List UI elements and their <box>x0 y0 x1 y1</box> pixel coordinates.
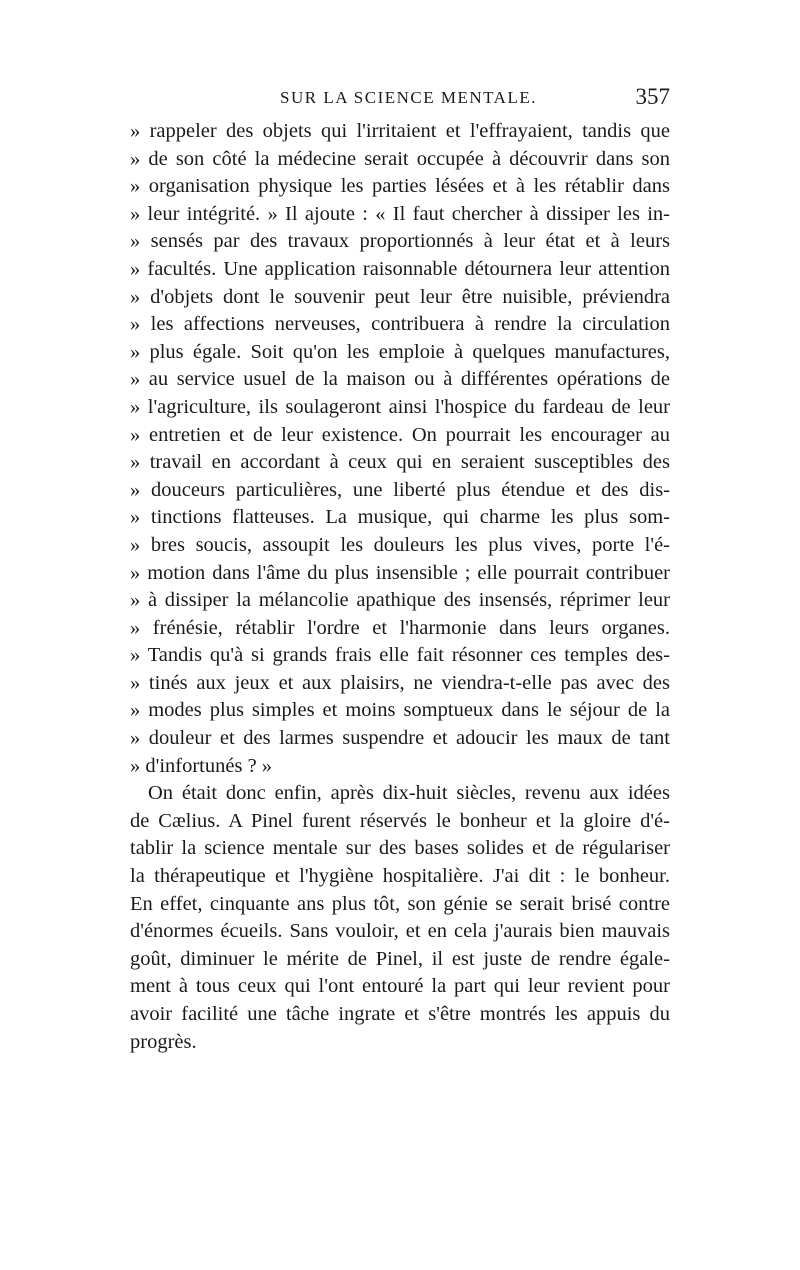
page-header <box>130 84 670 118</box>
text-line: » motion dans l'âme du plus insensible ; elle pourrait contribuer <box>130 561 670 584</box>
text-line: On était donc enfin, après dix-huit siècles, revenu aux idées <box>148 782 670 805</box>
text-line: » d'objets dont le souvenir peut leur être nuisible, préviendra <box>130 285 670 308</box>
text-line: la thérapeutique et l'hygiène hospitalière. J'ai dit : le bonheur. <box>130 865 670 888</box>
text-line: » sensés par des travaux proportionnés à leur état et à leurs <box>130 230 670 253</box>
text-line: » travail en accordant à ceux qui en seraient susceptibles des <box>130 451 670 474</box>
text-line: » d'infortunés ? » <box>130 754 273 777</box>
text-line: » modes plus simples et moins somptueux dans le séjour de la <box>130 699 670 722</box>
text-line: » douceurs particulières, une liberté plus étendue et des dis- <box>130 478 670 501</box>
text-line: » bres soucis, assoupit les douleurs les plus vives, porte l'é- <box>130 533 670 556</box>
text-line: » l'agriculture, ils soulageront ainsi l'hospice du fardeau de leur <box>130 395 670 418</box>
text-line: » à dissiper la mélancolie apathique des insensés, réprimer leur <box>130 589 670 612</box>
text-line: » tinés aux jeux et aux plaisirs, ne viendra-t-elle pas avec des <box>130 671 670 694</box>
text-line: » douleur et des larmes suspendre et adoucir les maux de tant <box>130 727 670 750</box>
text-line: » frénésie, rétablir l'ordre et l'harmonie dans leurs organes. <box>130 616 670 639</box>
quote-paragraph <box>130 118 670 780</box>
text-line: d'énormes écueils. Sans vouloir, et en cela j'aurais bien mauvais <box>130 920 670 943</box>
body-paragraph <box>130 780 670 1056</box>
text-line: » plus égale. Soit qu'on les emploie à quelques manufactures, <box>130 340 670 363</box>
text-line: progrès. <box>130 1030 197 1053</box>
text-line: » de son côté la médecine serait occupée à découvrir dans son <box>130 147 670 170</box>
text-line: tablir la science mentale sur des bases solides et de régulariser <box>130 837 670 860</box>
text-line: » au service usuel de la maison ou à différentes opérations de <box>130 368 670 391</box>
text-line: » entretien et de leur existence. On pourrait les encourager au <box>130 423 670 446</box>
text-line: » Tandis qu'à si grands frais elle fait résonner ces temples des- <box>130 644 670 667</box>
text-line: ment à tous ceux qui l'ont entouré la part qui leur revient pour <box>130 975 670 998</box>
text-line: En effet, cinquante ans plus tôt, son génie se serait brisé contre <box>130 892 670 915</box>
body-text <box>130 118 670 1056</box>
text-line: » rappeler des objets qui l'irritaient et l'effrayaient, tandis que <box>130 120 670 142</box>
text-line: de Cælius. A Pinel furent réservés le bonheur et la gloire d'é- <box>130 809 670 832</box>
running-title: SUR LA SCIENCE MENTALE. <box>280 88 537 107</box>
text-line: » facultés. Une application raisonnable détournera leur attention <box>130 257 670 280</box>
text-line: » leur intégrité. » Il ajoute : « Il faut chercher à dissiper les in- <box>130 202 670 225</box>
text-line: » tinctions flatteuses. La musique, qui charme les plus som- <box>130 506 670 529</box>
text-line: goût, diminuer le mérite de Pinel, il est juste de rendre égale- <box>130 947 670 970</box>
text-line: » organisation physique les parties lésées et à les rétablir dans <box>130 175 670 198</box>
text-line: » les affections nerveuses, contribuera à rendre la circulation <box>130 313 670 336</box>
text-line: avoir facilité une tâche ingrate et s'être montrés les appuis du <box>130 1003 670 1025</box>
page-number: 357 <box>635 84 670 109</box>
